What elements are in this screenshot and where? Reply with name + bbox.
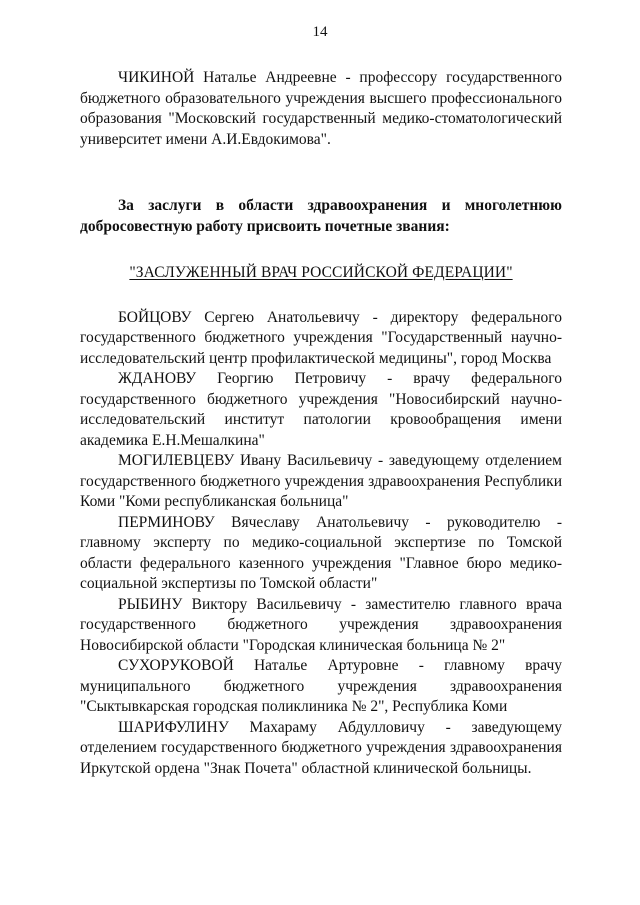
awardee-paragraph: ПЕРМИНОВУ Вячеславу Анатольевичу - руководителю - главному эксперту по медико-социальной экспертизе по Томской области федерального казенного учреждения "Главное бюро медико-социальной экспертизы по Томской области" bbox=[80, 513, 562, 592]
awardee-list bbox=[80, 308, 562, 780]
page-number: 14 bbox=[312, 24, 328, 40]
awardee-paragraph: ШАРИФУЛИНУ Махараму Абдулловичу - заведующему отделением государственного бюджетного учреждения здравоохранения Иркутской ордена "Знак Почета" областной клинической больницы. bbox=[80, 718, 562, 777]
lead-statement: За заслуги в области здравоохранения и многолетнюю добросовестную работу присвоить почетные звания: bbox=[80, 197, 562, 235]
awardee-paragraph: ЖДАНОВУ Георгию Петровичу - врачу федерального государственного бюджетного учреждения "Новосибирский научно-исследовательский институт патологии кровообращения имени академика Е.Н.Мешалкина" bbox=[80, 370, 562, 449]
award-title: "ЗАСЛУЖЕННЫЙ ВРАЧ РОССИЙСКОЙ ФЕДЕРАЦИИ" bbox=[129, 264, 513, 281]
intro-paragraph: ЧИКИНОЙ Наталье Андреевне - профессору государственного бюджетного образовательного учреждения высшего профессионального образования "Московский государственный медико-стоматологический университет имени А.И.Евдокимова". bbox=[80, 69, 562, 148]
awardee-paragraph: МОГИЛЕВЦЕВУ Ивану Васильевичу - заведующему отделением государственного бюджетного учреждения здравоохранения Республики Коми "Коми республиканская больница" bbox=[80, 452, 562, 510]
awardee-paragraph: СУХОРУКОВОЙ Наталье Артуровне - главному врачу муниципального бюджетного учреждения здравоохранения "Сыктывкарская городская поликлиника № 2", Республика Коми bbox=[80, 657, 562, 715]
awardee-paragraph: РЫБИНУ Виктору Васильевичу - заместителю главного врача государственного бюджетного учреждения здравоохранения Новосибирской области "Городская клиническая больница № 2" bbox=[80, 595, 562, 654]
document-body bbox=[80, 68, 562, 779]
awardee-paragraph: БОЙЦОВУ Сергею Анатольевичу - директору федерального государственного бюджетного учреждения "Государственный научно-исследовательский центр профилактической медицины", город Москва bbox=[80, 308, 562, 367]
